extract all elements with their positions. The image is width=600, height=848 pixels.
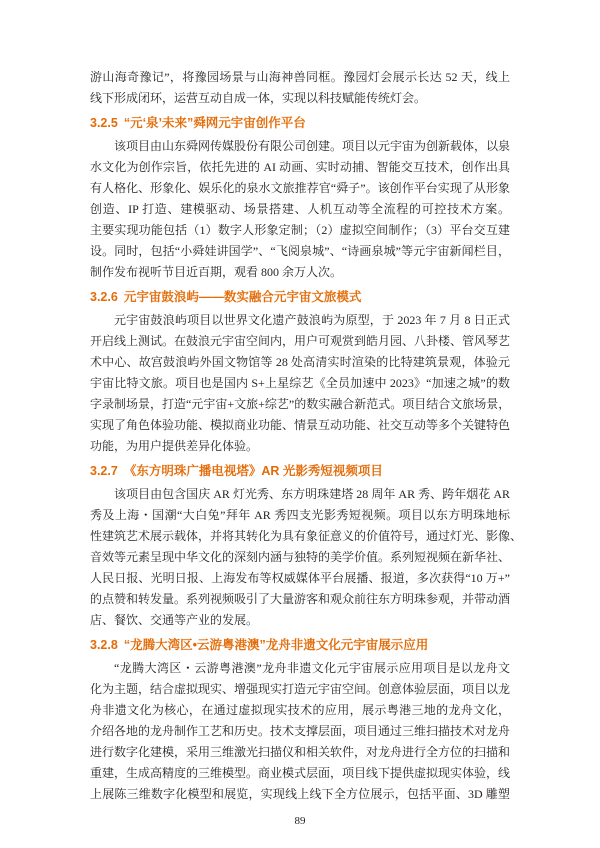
paragraph-line: 有人格化、形象化、娱乐化的泉水文旅推荐官“舜子”。该创作平台实现了从形象 [90, 181, 510, 195]
paragraph [90, 136, 510, 283]
paragraph [90, 484, 523, 631]
section-title: 《东方明珠广播电视塔》AR 光影秀短视频项目 [123, 464, 383, 478]
section-number: 3.2.5 [90, 116, 118, 130]
section-title: 元宇宙鼓浪屿——数实融合元宇宙文旅模式 [123, 290, 362, 304]
section-number: 3.2.6 [90, 290, 118, 304]
paragraph-line: 术中心、故宫鼓浪屿外国文物馆等 28 处高清实时渲染的比特建筑景观，体验元 [90, 355, 510, 369]
paragraph [90, 310, 510, 457]
paragraph-line: 主要实现功能包括（1）数字人形象定制；（2）虚拟空间制作；（3）平台交互建 [90, 223, 510, 237]
paragraph-line: 字录制场景，打造“元宇宙+文旅+综艺”的数实融合新范式。项目结合文旅场景， [90, 397, 511, 411]
paragraph-line: 开启线上测试。在鼓浪元宇宙空间内，用户可观赏到皓月园、八卦楼、管风琴艺 [90, 334, 511, 348]
paragraph-line: 音效等元素呈现中华文化的深刻内涵与独特的美学价值。系列短视频在新华社、 [90, 550, 511, 564]
section-heading [90, 635, 510, 656]
section-title: “元‘泉’未来”舜网元宇宙创作平台 [123, 116, 306, 130]
paragraph-line: “龙腾大湾区・云游粤港澳”龙舟非遗文化元宇宙展示应用项目是以龙舟文 [114, 661, 510, 675]
section-number: 3.2.8 [90, 638, 118, 652]
paragraph-line: 性建筑艺术展示载体，并将其转化为具有象征意义的价值符号，通过灯光、影像、 [90, 529, 523, 543]
paragraph-line: 化为主题，结合虚拟现实、增强现实打造元宇宙空间。创意体验层面，项目以龙 [90, 682, 511, 696]
paragraph-line: 舟非遗文化为核心，在通过虚拟现实技术的应用，展示粤港三地的龙舟文化， [90, 703, 510, 717]
paragraph-line: 创造、IP 打造、建模驱动、场景搭建、人机互动等全流程的可控技术方案。 [90, 202, 510, 216]
paragraph-line: 人民日报、光明日报、上海发布等权威媒体平台展播、报道，多次获得“10 万+” [90, 571, 510, 585]
page-number: 89 [294, 815, 306, 827]
paragraph-line: 店、餐饮、交通等产业的发展。 [90, 613, 259, 627]
paragraph-line: 宇宙比特文旅。项目也是国内 S+上星综艺《全员加速中 2023》“加速之城”的数 [90, 376, 510, 390]
paragraph-line: 进行数字化建模，采用三维激光扫描仪和相关软件，对龙舟进行全方位的扫描和 [90, 745, 511, 759]
paragraph-line: 该项目由山东舜网传媒股份有限公司创建。项目以元宇宙为创新载体，以泉 [114, 139, 511, 153]
paragraph-line: 上展陈三维数字化模型和展览，实现线上线下全方位展示，包括平面、3D 雕塑 [90, 787, 510, 801]
section-heading [90, 287, 510, 308]
section-heading [90, 113, 510, 134]
paragraph-line: 介绍各地的龙舟制作工艺和历史。技术支撑层面，项目通过三维扫描技术对龙舟 [90, 724, 511, 738]
paragraph-line: 制作发布视听节目近百期，观看 800 余万人次。 [90, 265, 343, 279]
section-number: 3.2.7 [90, 464, 118, 478]
section-heading [90, 461, 510, 482]
paragraph [90, 67, 510, 109]
paragraph-line: 重建，生成高精度的三维模型。商业模式层面，项目线下提供虚拟现实体验，线 [90, 766, 511, 780]
paragraph-line: 线下形成闭环，运营互动自成一体，实现以科技赋能传统灯会。 [90, 91, 427, 105]
paragraph-line: 水文化为创作宗旨，依托先进的 AI 动画、实时动捕、智能交互技术，创作出具 [90, 160, 510, 174]
paragraph-line: 游山海奇豫记”，将豫园场景与山海神兽同框。豫园灯会展示长达 52 天，线上 [90, 70, 510, 84]
paragraph-line: 元宇宙鼓浪屿项目以世界文化遗产鼓浪屿为原型，于 2023 年 7 月 8 日正式 [114, 313, 510, 327]
page-body [90, 67, 523, 805]
paragraph [90, 658, 510, 805]
paragraph-line: 的点赞和转发量。系列视频吸引了大量游客和观众前往东方明珠参观，并带动酒 [90, 592, 511, 606]
paragraph-line: 设。同时，包括“小舜娃讲国学”、“飞阅泉城”、“诗画泉城”等元宇宙新闻栏目， [90, 244, 510, 258]
section-title: “龙腾大湾区•云游粤港澳”龙舟非遗文化元宇宙展示应用 [123, 638, 429, 652]
paragraph-line: 秀及上海・国潮“大白兔”拜年 AR 秀四支光影秀短视频。项目以东方明珠地标 [90, 508, 510, 522]
paragraph-line: 功能，为用户提供差异化体验。 [90, 439, 259, 453]
paragraph-line: 实现了角色体验功能、模拟商业功能、情景互动功能、社交互动等多个关键特色 [90, 418, 511, 432]
paragraph-line: 该项目由包含国庆 AR 灯光秀、东方明珠建塔 28 周年 AR 秀、跨年烟花 AR [114, 487, 510, 501]
